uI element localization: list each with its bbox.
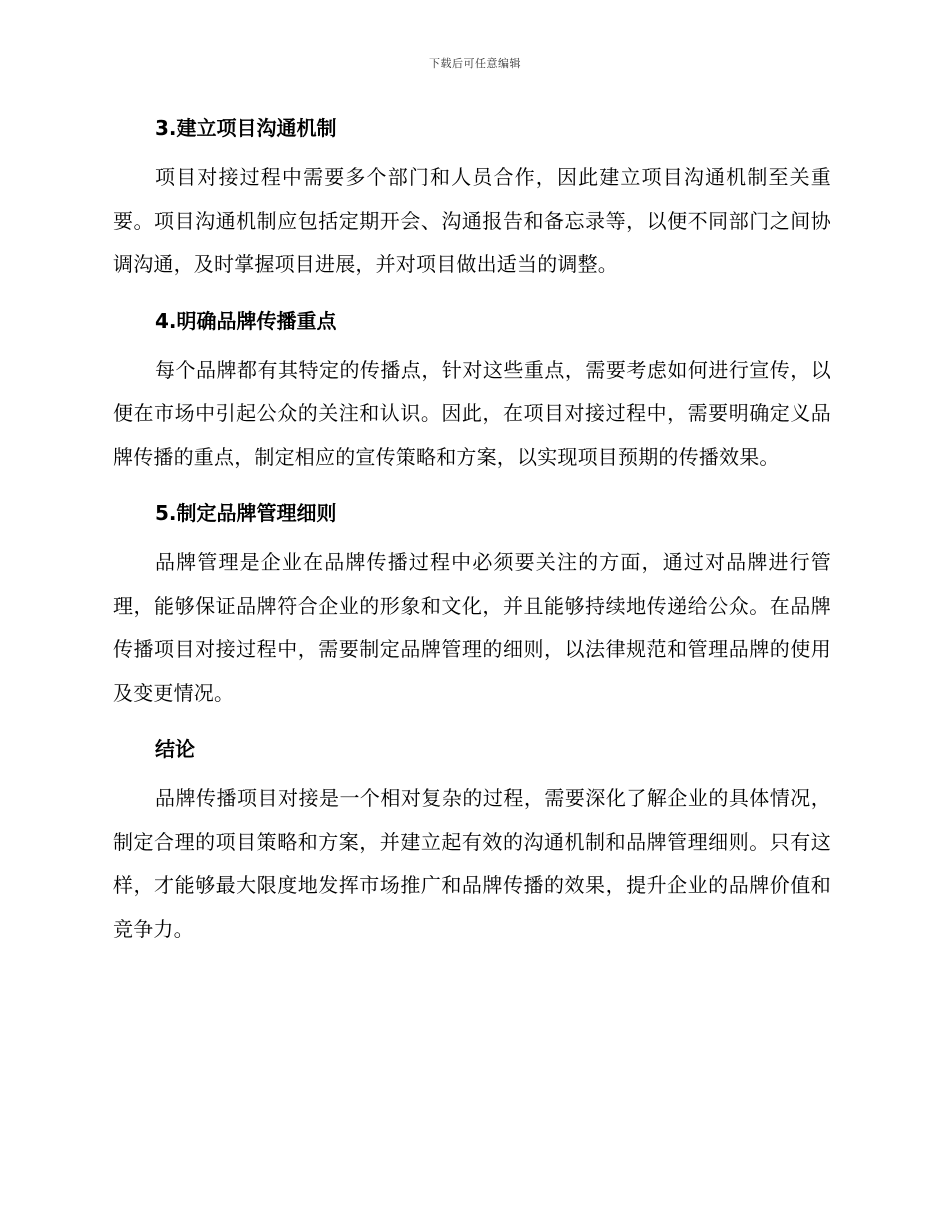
section-paragraph-brand-management: 品牌管理是企业在品牌传播过程中必须要关注的方面，通过对品牌进行管理，能够保证品牌符合企业的形象和文化，并且能够持续地传递给公众。在品牌传播项目对接过程中，需要制定品牌管理的细则，以法律规范和管理品牌的使用及变更情况。 xyxy=(113,550,831,705)
section-paragraph-communication: 项目对接过程中需要多个部门和人员合作，因此建立项目沟通机制至关重要。项目沟通机制应包括定期开会、沟通报告和备忘录等，以便不同部门之间协调沟通，及时掌握项目进展，并对项目做出适当的调整。 xyxy=(113,165,831,276)
section-paragraph-brand-focus: 每个品牌都有其特定的传播点，针对这些重点，需要考虑如何进行宣传，以便在市场中引起公众的关注和认识。因此，在项目对接过程中，需要明确定义品牌传播的重点，制定相应的宣传策略和方案，以实现项目预期的传播效果。 xyxy=(113,357,831,469)
document-body xyxy=(113,108,831,965)
section-heading-brand-focus: 4.明确品牌传播重点 xyxy=(155,308,337,333)
section-paragraph-conclusion: 品牌传播项目对接是一个相对复杂的过程，需要深化了解企业的具体情况，制定合理的项目策略和方案，并建立起有效的沟通机制和品牌管理细则。只有这样，才能够最大限度地发挥市场推广和品牌传播的效果，提升企业的品牌价值和竞争力。 xyxy=(113,786,831,941)
section-heading-communication: 3.建立项目沟通机制 xyxy=(155,116,337,140)
section-heading-brand-management: 5.制定品牌管理细则 xyxy=(155,501,337,525)
header-note: 下载后可任意编辑 xyxy=(429,57,521,70)
section-heading-conclusion: 结论 xyxy=(155,737,195,761)
